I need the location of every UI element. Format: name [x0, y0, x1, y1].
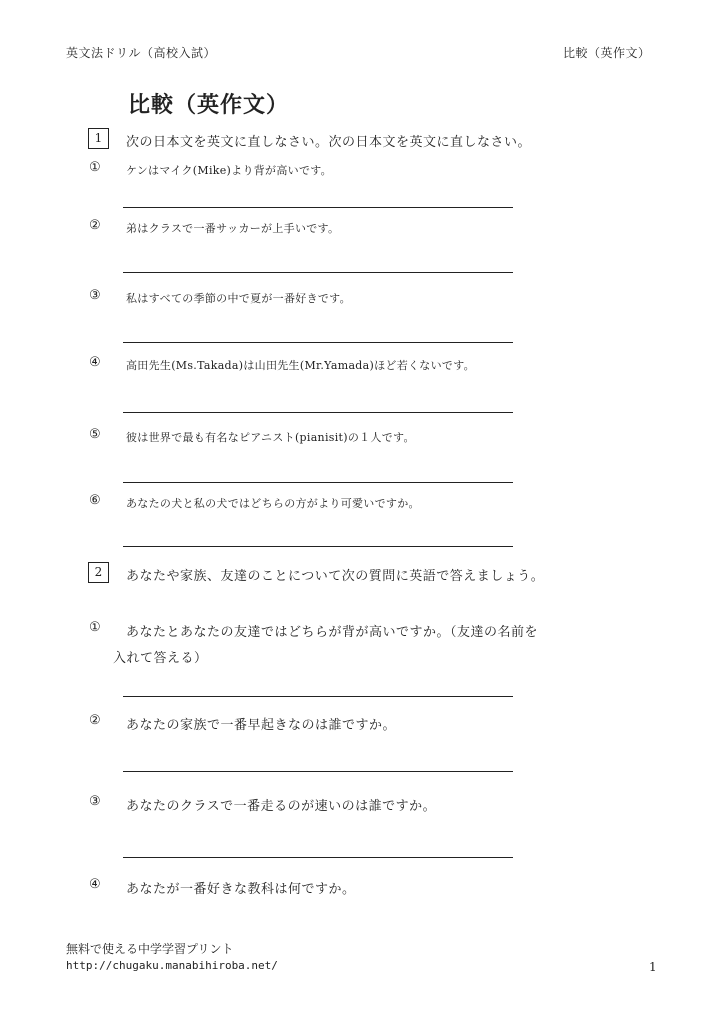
s1-q2-mark: ② — [89, 218, 101, 233]
section-2-instruction: あなたや家族、友達のことについて次の質問に英語で答えましょう。 — [126, 569, 545, 584]
s1-q3-text: 私はすべての季節の中で夏が一番好きです。 — [126, 292, 351, 305]
s1-q1-answer-line[interactable] — [123, 207, 513, 208]
section-1-number-box: 1 — [88, 128, 109, 149]
s2-q4-text: あなたが一番好きな教科は何ですか。 — [126, 882, 356, 897]
s1-q3-mark: ③ — [89, 288, 101, 303]
s2-q1-text: あなたとあなたの友達ではどちらが背が高いですか。（友達の名前を — [126, 625, 539, 640]
s2-q1-mark: ① — [89, 620, 101, 635]
s2-q4-mark: ④ — [89, 877, 101, 892]
s1-q4-mark: ④ — [89, 355, 101, 370]
header-right: 比較（英作文） — [563, 46, 651, 60]
s2-q2-text: あなたの家族で一番早起きなのは誰ですか。 — [126, 718, 397, 733]
s1-q5-answer-line[interactable] — [123, 482, 513, 483]
s1-q5-mark: ⑤ — [89, 427, 101, 442]
s1-q4-answer-line[interactable] — [123, 412, 513, 413]
s2-q1-text-cont: 入れて答える） — [113, 651, 208, 666]
s1-q4-text: 高田先生(Ms.Takada)は山田先生(Mr.Yamada)ほど若くないです。 — [126, 359, 475, 372]
s1-q6-text: あなたの犬と私の犬ではどちらの方がより可愛いですか。 — [126, 497, 420, 510]
s1-q6-answer-line[interactable] — [123, 546, 513, 547]
s1-q2-text: 弟はクラスで一番サッカーが上手いです。 — [126, 222, 340, 235]
section-2-number-box: 2 — [88, 562, 109, 583]
header-left: 英文法ドリル（高校入試） — [66, 46, 217, 60]
footer-url[interactable]: http://chugaku.manabihiroba.net/ — [66, 959, 278, 972]
s1-q6-mark: ⑥ — [89, 493, 101, 508]
s2-q2-mark: ② — [89, 713, 101, 728]
s1-q1-text: ケンはマイク(Mike)より背が高いです。 — [126, 164, 332, 177]
section-1-instruction: 次の日本文を英文に直しなさい。次の日本文を英文に直しなさい。 — [126, 135, 532, 150]
s2-q1-answer-line[interactable] — [123, 696, 513, 697]
s2-q3-mark: ③ — [89, 794, 101, 809]
footer-site-name: 無料で使える中学学習プリント — [66, 942, 234, 956]
s2-q3-answer-line[interactable] — [123, 857, 513, 858]
s1-q5-text: 彼は世界で最も有名なピアニスト(pianisit)の１人です。 — [126, 431, 415, 444]
s1-q1-mark: ① — [89, 160, 101, 175]
s2-q2-answer-line[interactable] — [123, 771, 513, 772]
page-number: 1 — [649, 960, 657, 974]
s2-q3-text: あなたのクラスで一番走るのが速いのは誰ですか。 — [126, 799, 437, 814]
s1-q2-answer-line[interactable] — [123, 272, 513, 273]
s1-q3-answer-line[interactable] — [123, 342, 513, 343]
page-title: 比較（英作文） — [128, 93, 290, 118]
